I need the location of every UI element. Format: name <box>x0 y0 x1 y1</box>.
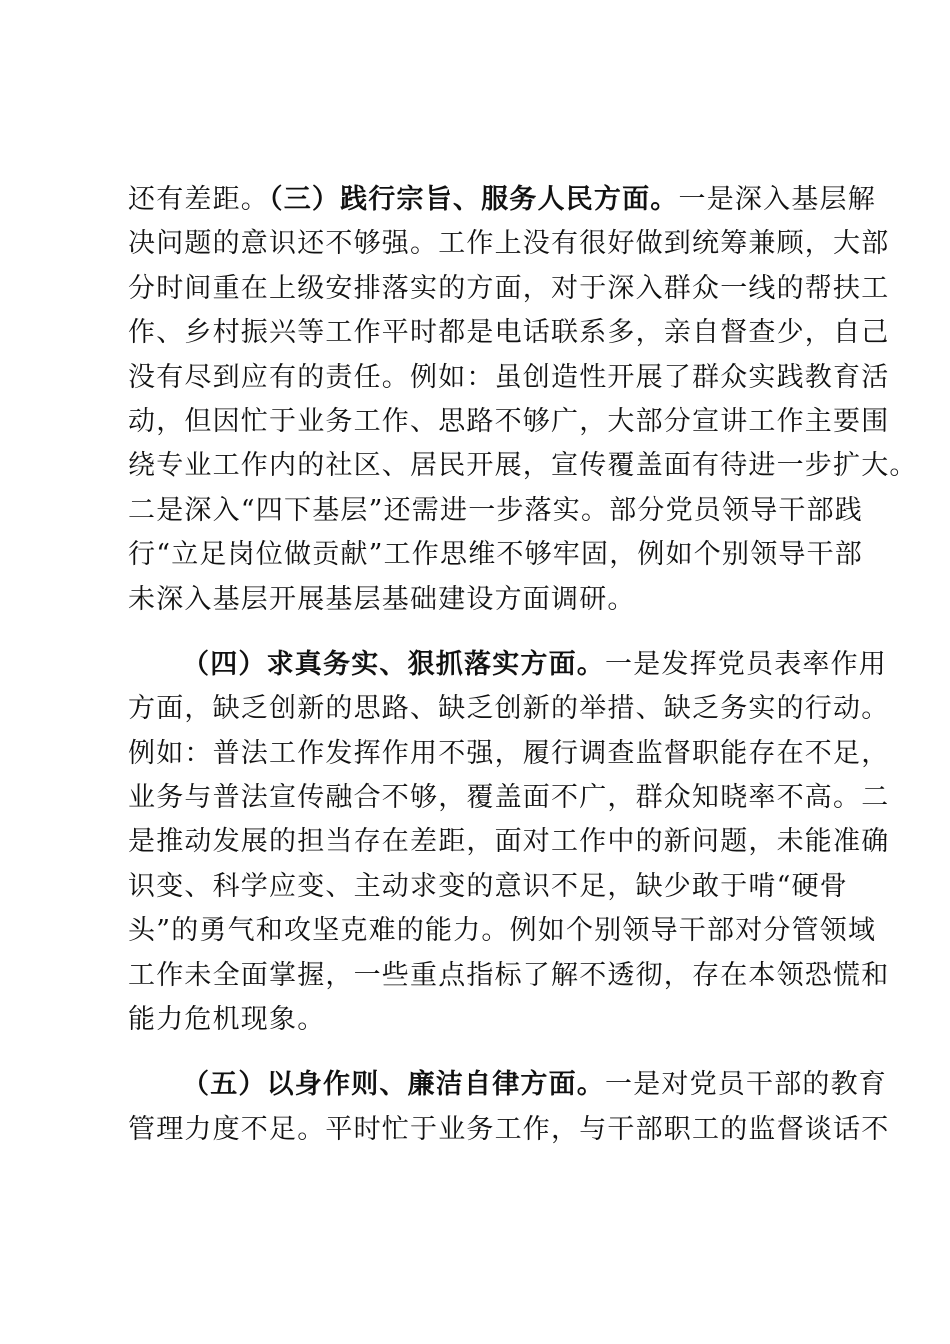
text-line: 头”的勇气和攻坚克难的能力。例如个别领导干部对分管领域 <box>128 915 877 947</box>
text-run: 一是深入基层解 <box>678 184 876 215</box>
text-line: 业务与普法宣传融合不够，覆盖面不广，群众知晓率不高。二 <box>128 782 890 814</box>
text-line <box>128 643 887 687</box>
text-line <box>128 178 876 222</box>
paragraph-4 <box>128 643 890 1043</box>
text-line: 没有尽到应有的责任。例如：虽创造性开展了群众实践教育活 <box>128 361 890 393</box>
text-line: 是推动发展的担当存在差距，面对工作中的新问题，未能准确 <box>128 826 890 858</box>
text-line: 行“立足岗位做贡献”工作思维不够牢固，例如个别领导干部 <box>128 539 864 571</box>
text-line: 二是深入“四下基层”还需进一步落实。部分党员领导干部践 <box>128 494 864 526</box>
text-line <box>128 1063 887 1107</box>
section-heading: （四）求真务实、狠抓落实方面。 <box>182 648 605 680</box>
section-heading: （五）以身作则、廉洁自律方面。 <box>182 1069 605 1101</box>
text-line: 识变、科学应变、主动求变的意识不足，缺少敢于啃“硬骨 <box>128 870 849 902</box>
paragraph-spacer <box>128 1042 848 1063</box>
text-line: 能力危机现象。 <box>128 1004 326 1036</box>
document-body <box>128 178 918 1152</box>
text-run: 还有差距。 <box>128 184 269 215</box>
text-line: 决问题的意识还不够强。工作上没有很好做到统筹兼顾，大部 <box>128 228 890 260</box>
text-line: 分时间重在上级安排落实的方面，对于深入群众一线的帮扶工 <box>128 272 890 304</box>
text-run: 一是对党员干部的教育 <box>605 1069 887 1101</box>
text-line: 未深入基层开展基层基础建设方面调研。 <box>128 583 636 615</box>
text-run: 一是发挥党员表率作用 <box>605 648 887 680</box>
paragraph-spacer <box>128 622 848 643</box>
text-line: 动，但因忙于业务工作、思路不够广，大部分宣讲工作主要围 <box>128 405 890 437</box>
section-heading: （三）践行宗旨、服务人民方面。 <box>269 184 679 215</box>
text-line: 方面，缺乏创新的思路、缺乏创新的举措、缺乏务实的行动。 <box>128 693 890 725</box>
text-line: 绕专业工作内的社区、居民开展，宣传覆盖面有待进一步扩大。 <box>128 450 918 482</box>
text-line: 例如：普法工作发挥作用不强，履行调查监督职能存在不足， <box>128 737 890 769</box>
paragraph-3 <box>128 178 918 622</box>
text-line: 工作未全面掌握，一些重点指标了解不透彻，存在本领恐慌和 <box>128 959 890 991</box>
text-line: 作、乡村振兴等工作平时都是电话联系多，亲自督查少，自己 <box>128 317 890 349</box>
text-line: 管理力度不足。平时忙于业务工作，与干部职工的监督谈话不 <box>128 1113 890 1145</box>
paragraph-5 <box>128 1063 890 1152</box>
